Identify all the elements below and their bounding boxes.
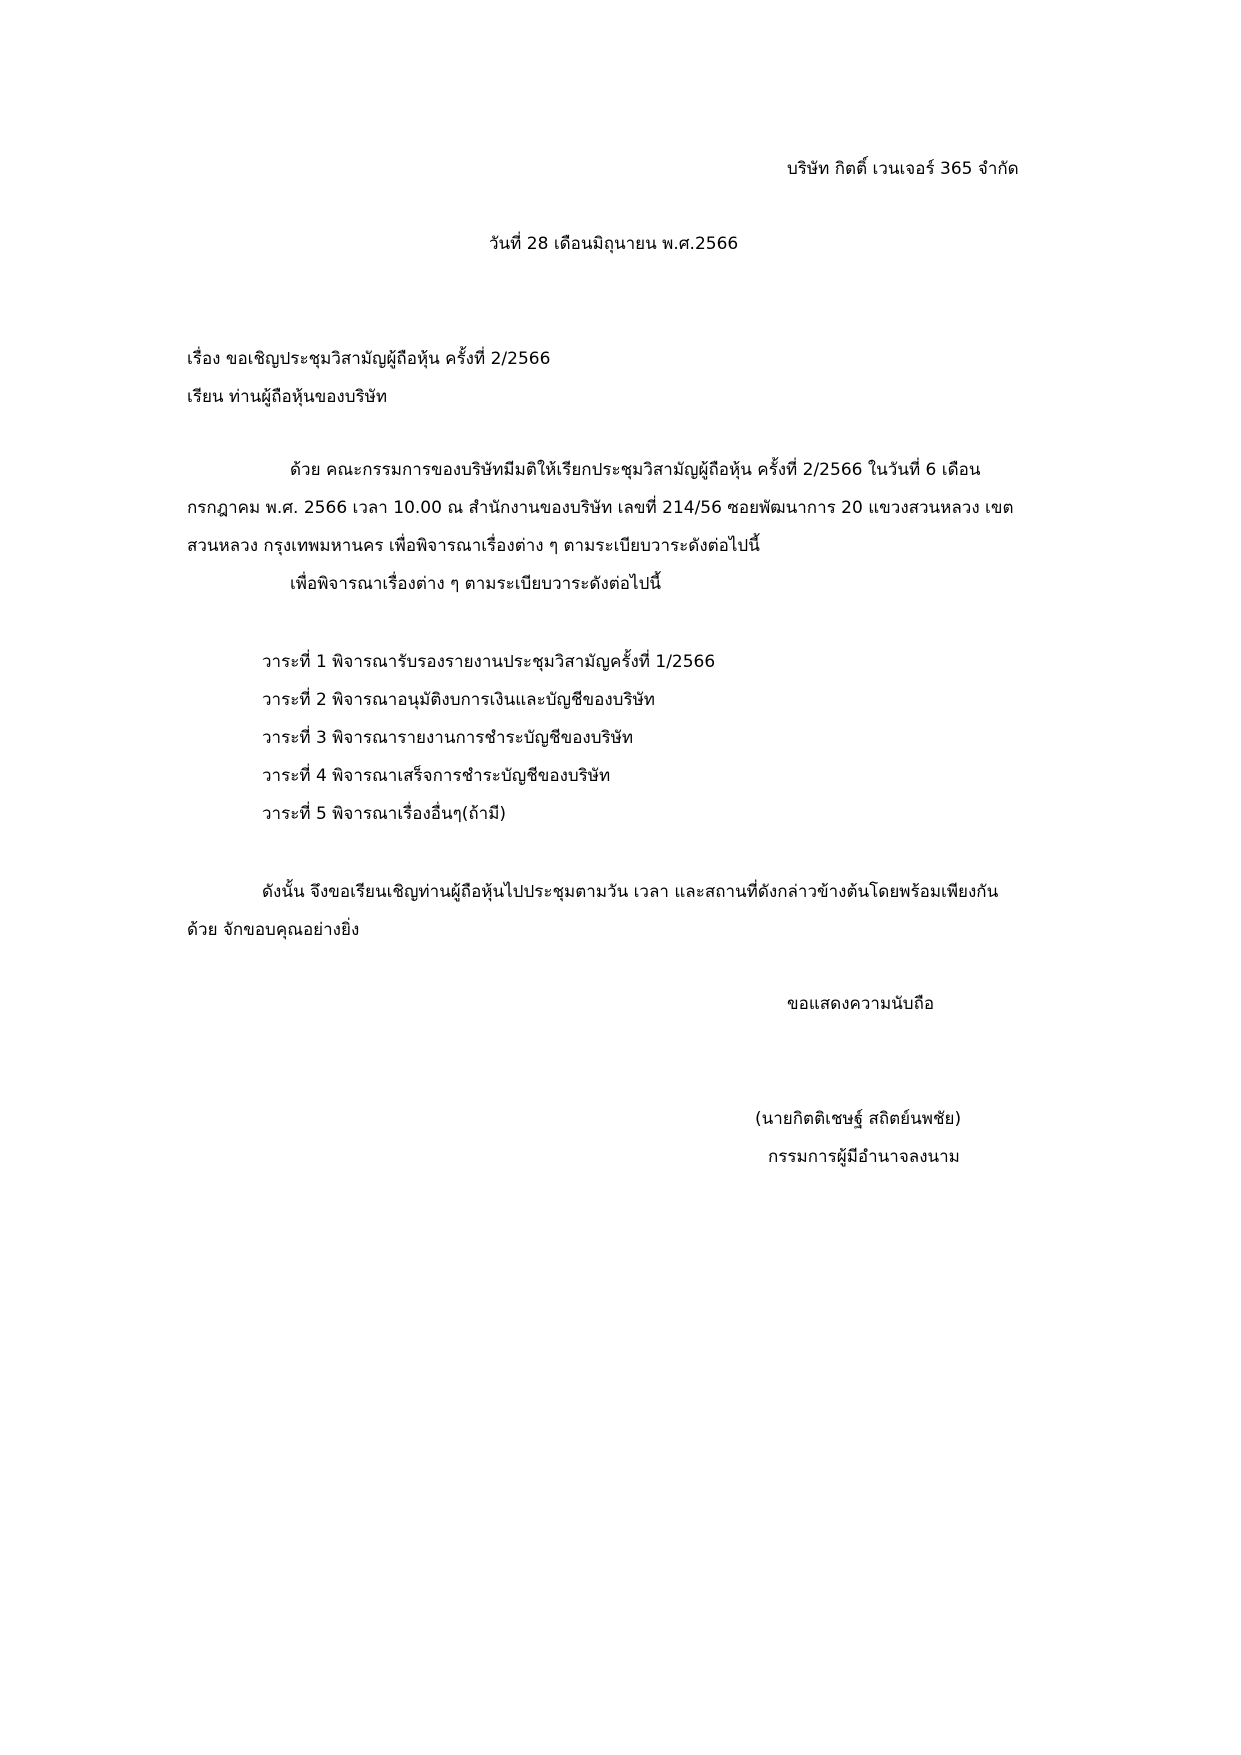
agenda-item: วาระที่ 5 พิจารณาเรื่องอื่นๆ(ถ้ามี) xyxy=(262,804,507,824)
agenda-item: วาระที่ 2 พิจารณาอนุมัติงบการเงินและบัญชีของบริษัท xyxy=(262,690,656,710)
signer-name: (นายกิตติเชษฐ์ สถิตย์นพชัย) xyxy=(755,1109,962,1129)
letter-salutation: เรียน ท่านผู้ถือหุ้นของบริษัท xyxy=(187,387,388,407)
agenda-item: วาระที่ 3 พิจารณารายงานการชำระบัญชีของบริษัท xyxy=(262,728,634,748)
company-name: บริษัท กิตติ์ เวนเจอร์ 365 จำกัด xyxy=(787,159,1019,179)
letter-date: วันที่ 28 เดือนมิถุนายน พ.ศ.2566 xyxy=(489,234,739,254)
closing-paragraph-line: ดังนั้น จึงขอเรียนเชิญท่านผู้ถือหุ้นไปประชุมตามวัน เวลา และสถานที่ดังกล่าวข้างต้นโดยพร้อมเพียงกัน xyxy=(262,882,999,902)
letter-regards: ขอแสดงความนับถือ xyxy=(787,994,935,1014)
body-paragraph-line: ด้วย คณะกรรมการของบริษัทมีมติให้เรียกประชุมวิสามัญผู้ถือหุ้น ครั้งที่ 2/2566 ในวันที่ 6 เดือน xyxy=(290,460,981,480)
closing-paragraph-line: ด้วย จักขอบคุณอย่างยิ่ง xyxy=(187,920,360,940)
agenda-item: วาระที่ 4 พิจารณาเสร็จการชำระบัญชีของบริษัท xyxy=(262,766,611,786)
signer-title: กรรมการผู้มีอำนาจลงนาม xyxy=(768,1147,960,1167)
body-paragraph-line: กรกฎาคม พ.ศ. 2566 เวลา 10.00 ณ สำนักงานของบริษัท เลขที่ 214/56 ซอยพัฒนาการ 20 แขวงสวนหลวง เขต xyxy=(187,498,1014,518)
body-paragraph-line: สวนหลวง กรุงเทพมหานคร เพื่อพิจารณาเรื่องต่าง ๆ ตามระเบียบวาระดังต่อไปนี้ xyxy=(187,536,760,556)
agenda-list xyxy=(262,650,715,840)
letter-subject: เรื่อง ขอเชิญประชุมวิสามัญผู้ถือหุ้น ครั้งที่ 2/2566 xyxy=(187,349,551,369)
body-paragraph-line: เพื่อพิจารณาเรื่องต่าง ๆ ตามระเบียบวาระดังต่อไปนี้ xyxy=(290,574,661,594)
agenda-item: วาระที่ 1 พิจารณารับรองรายงานประชุมวิสามัญครั้งที่ 1/2566 xyxy=(262,652,716,672)
